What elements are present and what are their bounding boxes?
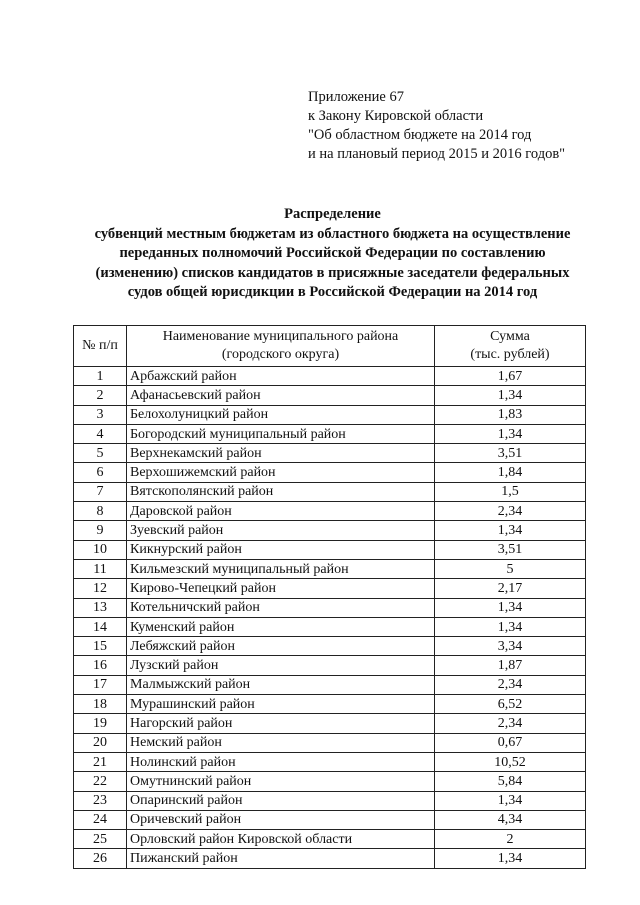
row-district-cell: Кильмезский муниципальный район [127,559,435,578]
row-district-cell: Даровской район [127,502,435,521]
row-number-cell: 3 [74,405,127,424]
table-row [74,386,586,405]
row-district-cell: Оричевский район [127,810,435,829]
row-sum-cell: 0,67 [435,733,586,752]
row-district-cell: Котельничский район [127,598,435,617]
row-district-cell: Афанасьевский район [127,386,435,405]
row-sum-cell: 3,34 [435,637,586,656]
table-row [74,367,586,386]
row-number-cell: 1 [74,367,127,386]
row-sum-cell: 5 [435,559,586,578]
table-row [74,791,586,810]
row-number-cell: 5 [74,444,127,463]
row-district-cell: Богородский муниципальный район [127,424,435,443]
title-line: субвенций местным бюджетам из областного бюджета на осуществление [94,225,571,242]
row-sum-cell: 4,34 [435,810,586,829]
row-number-cell: 9 [74,521,127,540]
table-row [74,559,586,578]
table-header-row [74,326,586,367]
table-row [74,405,586,424]
row-number-cell: 23 [74,791,127,810]
row-number-cell: 10 [74,540,127,559]
row-sum-cell: 1,67 [435,367,586,386]
row-sum-cell: 2 [435,830,586,849]
header-name-line2: (городского округа) [221,347,340,362]
row-district-cell: Пижанский район [127,849,435,868]
row-number-cell: 18 [74,695,127,714]
row-sum-cell: 1,34 [435,849,586,868]
title-line: переданных полномочий Российской Федерации по составлению [119,245,546,261]
row-district-cell: Кикнурский район [127,540,435,559]
row-number-cell: 11 [74,559,127,578]
table-row [74,521,586,540]
row-sum-cell: 6,52 [435,695,586,714]
title-line: судов общей юрисдикции в Российской Федерации на 2014 год [127,284,538,300]
title-line: Распределение [284,206,381,222]
row-sum-cell: 1,34 [435,424,586,443]
table-row [74,830,586,849]
table-row [74,424,586,443]
row-district-cell: Малмыжский район [127,675,435,694]
header-sum-line2: (тыс. рублей) [470,347,550,362]
table-row [74,482,586,501]
row-sum-cell: 10,52 [435,752,586,771]
row-number-cell: 4 [74,424,127,443]
table-row [74,444,586,463]
row-district-cell: Куменский район [127,617,435,636]
row-district-cell: Белохолуницкий район [127,405,435,424]
row-district-cell: Омутнинский район [127,772,435,791]
table-row [74,617,586,636]
row-district-cell: Кирово-Чепецкий район [127,579,435,598]
table-body [74,367,586,869]
row-sum-cell: 2,34 [435,502,586,521]
table-row [74,540,586,559]
row-number-cell: 24 [74,810,127,829]
row-sum-cell: 1,83 [435,405,586,424]
row-number-cell: 21 [74,752,127,771]
row-sum-cell: 1,5 [435,482,586,501]
table-row [74,675,586,694]
row-sum-cell: 1,87 [435,656,586,675]
row-district-cell: Нолинский район [127,752,435,771]
row-district-cell: Верхнекамский район [127,444,435,463]
document-title [60,205,605,303]
table-row [74,733,586,752]
table-row [74,714,586,733]
row-sum-cell: 1,34 [435,521,586,540]
row-number-cell: 15 [74,637,127,656]
appendix-line: Приложение 67 [308,89,404,105]
appendix-line: и на плановый период 2015 и 2016 годов" [308,146,566,162]
row-sum-cell: 1,84 [435,463,586,482]
row-sum-cell: 2,34 [435,675,586,694]
row-number-cell: 22 [74,772,127,791]
row-sum-cell: 1,34 [435,386,586,405]
row-sum-cell: 5,84 [435,772,586,791]
header-sum-line1: Сумма [490,329,530,344]
row-number-cell: 25 [74,830,127,849]
row-number-cell: 20 [74,733,127,752]
table-row [74,656,586,675]
table-row [74,598,586,617]
row-district-cell: Лузский район [127,656,435,675]
row-sum-cell: 3,51 [435,540,586,559]
distribution-table [73,325,586,869]
table-row [74,849,586,868]
row-number-cell: 17 [74,675,127,694]
header-number [74,326,127,367]
row-number-cell: 19 [74,714,127,733]
table-row [74,463,586,482]
header-name-line1: Наименование муниципального района [162,329,399,344]
row-sum-cell: 1,34 [435,617,586,636]
header-name [127,326,435,367]
row-number-cell: 6 [74,463,127,482]
row-district-cell: Нагорский район [127,714,435,733]
table-row [74,695,586,714]
row-district-cell: Лебяжский район [127,637,435,656]
table-row [74,772,586,791]
row-district-cell: Опаринский район [127,791,435,810]
table-row [74,502,586,521]
row-number-cell: 16 [74,656,127,675]
row-district-cell: Вятскополянский район [127,482,435,501]
appendix-reference [308,88,565,164]
row-sum-cell: 2,17 [435,579,586,598]
title-line: (изменению) списков кандидатов в присяжные заседатели федеральных [95,264,570,281]
row-number-cell: 13 [74,598,127,617]
row-district-cell: Зуевский район [127,521,435,540]
row-sum-cell: 2,34 [435,714,586,733]
row-district-cell: Мурашинский район [127,695,435,714]
row-sum-cell: 3,51 [435,444,586,463]
row-number-cell: 26 [74,849,127,868]
header-number-label: № п/п [82,338,118,353]
row-number-cell: 8 [74,502,127,521]
row-sum-cell: 1,34 [435,598,586,617]
table-row [74,579,586,598]
header-sum [435,326,586,367]
row-district-cell: Немский район [127,733,435,752]
row-district-cell: Арбажский район [127,367,435,386]
row-number-cell: 12 [74,579,127,598]
row-number-cell: 7 [74,482,127,501]
row-district-cell: Верхошижемский район [127,463,435,482]
appendix-line: "Об областном бюджете на 2014 год [308,127,532,143]
table-row [74,810,586,829]
row-district-cell: Орловский район Кировской области [127,830,435,849]
table-row [74,752,586,771]
row-number-cell: 2 [74,386,127,405]
table-row [74,637,586,656]
row-number-cell: 14 [74,617,127,636]
appendix-line: к Закону Кировской области [308,108,484,124]
row-sum-cell: 1,34 [435,791,586,810]
